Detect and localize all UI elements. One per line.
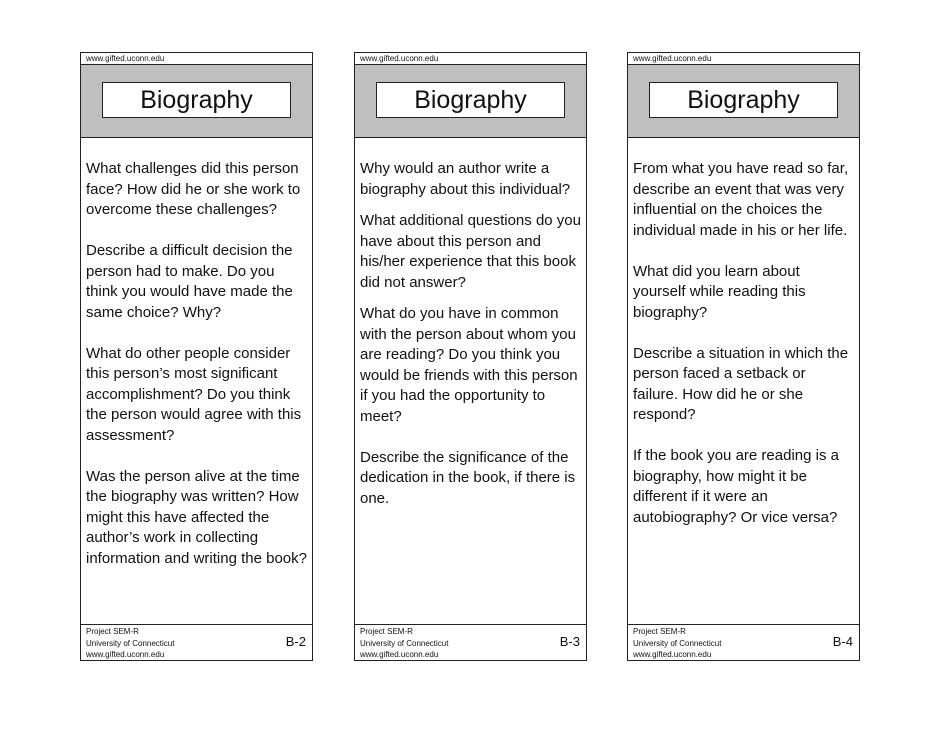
card-code: B-2: [285, 634, 306, 649]
card-title: Biography: [102, 82, 291, 118]
question-text: What did you learn about yourself while reading this biography?: [633, 262, 806, 321]
card-top-url: www.gifted.uconn.edu: [81, 53, 312, 65]
card-code: B-4: [832, 634, 853, 649]
question-list: [628, 138, 859, 528]
question-list: [81, 138, 312, 569]
question-text: Describe a difficult decision the person had to make. Do you think you would have made the same choice? Why?: [86, 242, 293, 321]
footer-university: University of Connecticut: [360, 638, 449, 648]
card-title: Biography: [649, 82, 838, 118]
card-footer: [355, 624, 586, 660]
footer-url: www.gifted.uconn.edu: [360, 650, 439, 659]
question-text: What challenges did this person face? How did he or she work to overcome these challenges?: [86, 160, 301, 218]
footer-url: www.gifted.uconn.edu: [86, 650, 165, 659]
card-code: B-3: [559, 634, 580, 649]
footer-project: Project SEM-R: [633, 627, 686, 636]
question-text: What do you have in common with the person about whom you are reading? Do you think you would be friends with this person if you had the opportunity to meet?: [360, 305, 578, 425]
card-title: Biography: [376, 82, 565, 118]
bookmark-card-b3: [354, 52, 587, 661]
title-band: [81, 65, 312, 138]
question-list: [355, 138, 586, 509]
bookmark-card-b4: [627, 52, 860, 661]
footer-university: University of Connecticut: [633, 638, 722, 648]
question-text: From what you have read so far, describe an event that was very influential on the choices the individual made in his or her life.: [633, 160, 849, 239]
card-footer: [628, 624, 859, 660]
bookmark-card-b2: [80, 52, 313, 661]
question-text: Describe the significance of the dedication in the book, if there is one.: [360, 448, 576, 507]
card-footer: [81, 624, 312, 660]
title-band: [355, 65, 586, 138]
question-text: Was the person alive at the time the biography was written? How might this have affected the author’s work in collecting information and writing the book?: [86, 467, 307, 567]
footer-url: www.gifted.uconn.edu: [633, 650, 712, 659]
card-top-url: www.gifted.uconn.edu: [628, 53, 859, 65]
question-text: Why would an author write a biography about this individual?: [360, 160, 571, 198]
card-top-url: www.gifted.uconn.edu: [355, 53, 586, 65]
question-text: What do other people consider this person’s most significant accomplishment? Do you think the person would agree with this assessment?: [86, 344, 302, 444]
question-text: If the book you are reading is a biography, how might it be different if it were an autobiography? Or vice versa?: [633, 447, 839, 526]
question-text: Describe a situation in which the person faced a setback or failure. How did he or she respond?: [633, 344, 849, 423]
footer-project: Project SEM-R: [360, 627, 413, 636]
footer-project: Project SEM-R: [86, 627, 139, 636]
title-band: [628, 65, 859, 138]
question-text: What additional questions do you have about this person and his/her experience that this book did not answer?: [360, 212, 581, 291]
footer-university: University of Connecticut: [86, 638, 175, 648]
